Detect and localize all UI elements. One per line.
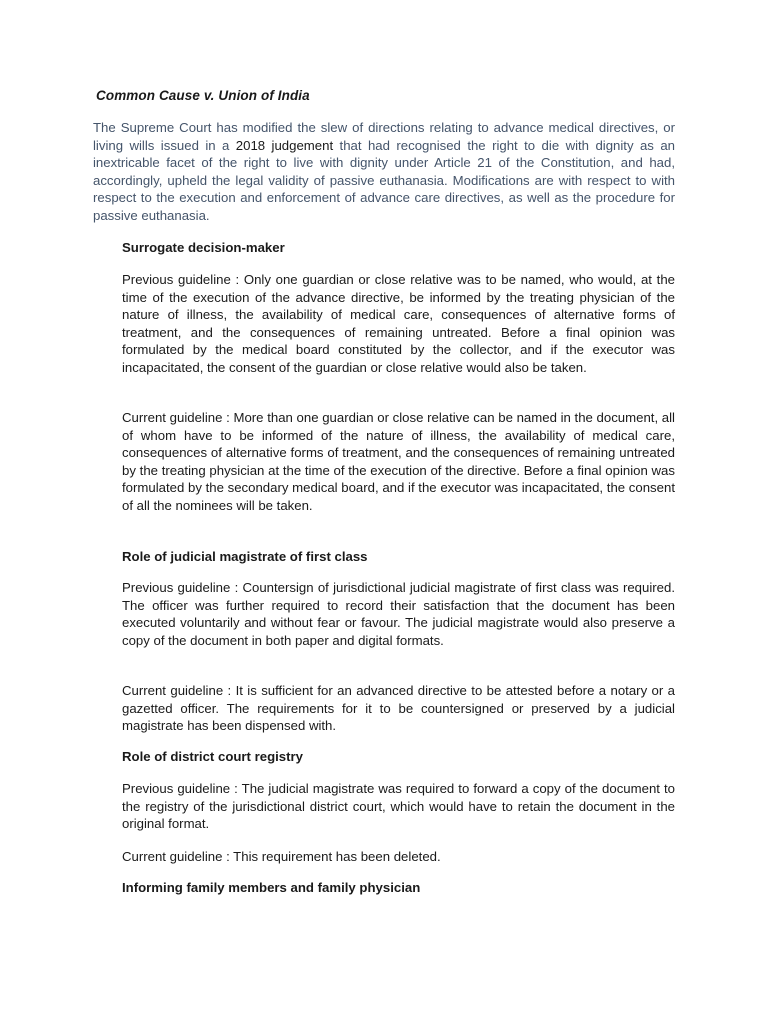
current-guideline-paragraph: Current guideline : More than one guardian or close relative can be named in the document, all of whom have to be informed of the nature of illness, the availability of medical care, consequences of alternative forms of treatment, and the consequences of remaining untreated by the treating physician at the time of the execution of the directive. Before a final opinion was formulated by the secondary medical board, and if the executor was incapacitated, the consent of all the nominees will be taken. — [122, 410, 675, 513]
previous-guideline-paragraph: Previous guideline : Only one guardian or close relative was to be named, who would, at the time of the execution of the advance directive, be informed by the treating physician of the nature of illness, the availability of medical care, consequences of alternative forms of treatment, and the consequences of remaining untreated. Before a final opinion was formulated by the medical board constituted by the collector, and if the executor was incapacitated, the consent of the guardian or close relative would also be taken. — [122, 272, 675, 375]
current-guideline-paragraph: Current guideline : It is sufficient for an advanced directive to be attested before a notary or a gazetted officer. The requirements for it to be countersigned or preserved by a judicial magistrate has been dispensed with. — [122, 683, 675, 734]
section-heading: Role of district court registry — [122, 749, 303, 764]
section-heading: Surrogate decision-maker — [122, 240, 285, 255]
intro-paragraph — [93, 119, 675, 225]
document-title: Common Cause v. Union of India — [96, 88, 310, 103]
section-heading: Role of judicial magistrate of first class — [122, 549, 368, 564]
section-surrogate — [122, 239, 675, 257]
section-judicial-magistrate — [122, 548, 675, 566]
previous-guideline-paragraph: Previous guideline : The judicial magistrate was required to forward a copy of the document to the registry of the jurisdictional district court, which would have to retain the document in the original format. — [122, 781, 675, 832]
previous-guideline-paragraph: Previous guideline : Countersign of jurisdictional judicial magistrate of first class was required. The officer was further required to record their satisfaction that the document has been executed voluntarily and without fear or favour. The judicial magistrate would also preserve a copy of the document in both paper and digital formats. — [122, 580, 675, 648]
intro-text-after: that had recognised the right to die with dignity as an inextricable facet of the right to live with dignity under Article 21 of the Constitution, and had, accordingly, upheld the legal validity of passive euthanasia. Modifications are with respect to with respect to the execution and enforcement of advance care directives, as well as the procedure for passive euthanasia. — [93, 137, 675, 223]
section-family-members — [122, 879, 675, 897]
section-district-court — [122, 748, 675, 766]
section-heading: Informing family members and family physician — [122, 880, 421, 895]
current-guideline-paragraph: Current guideline : This requirement has been deleted. — [122, 849, 441, 864]
intro-highlight: 2018 judgement — [235, 137, 334, 153]
intro-text-before: The Supreme Court has modified the slew of directions relating to advance medical directives, or living wills issued in a — [93, 120, 675, 153]
